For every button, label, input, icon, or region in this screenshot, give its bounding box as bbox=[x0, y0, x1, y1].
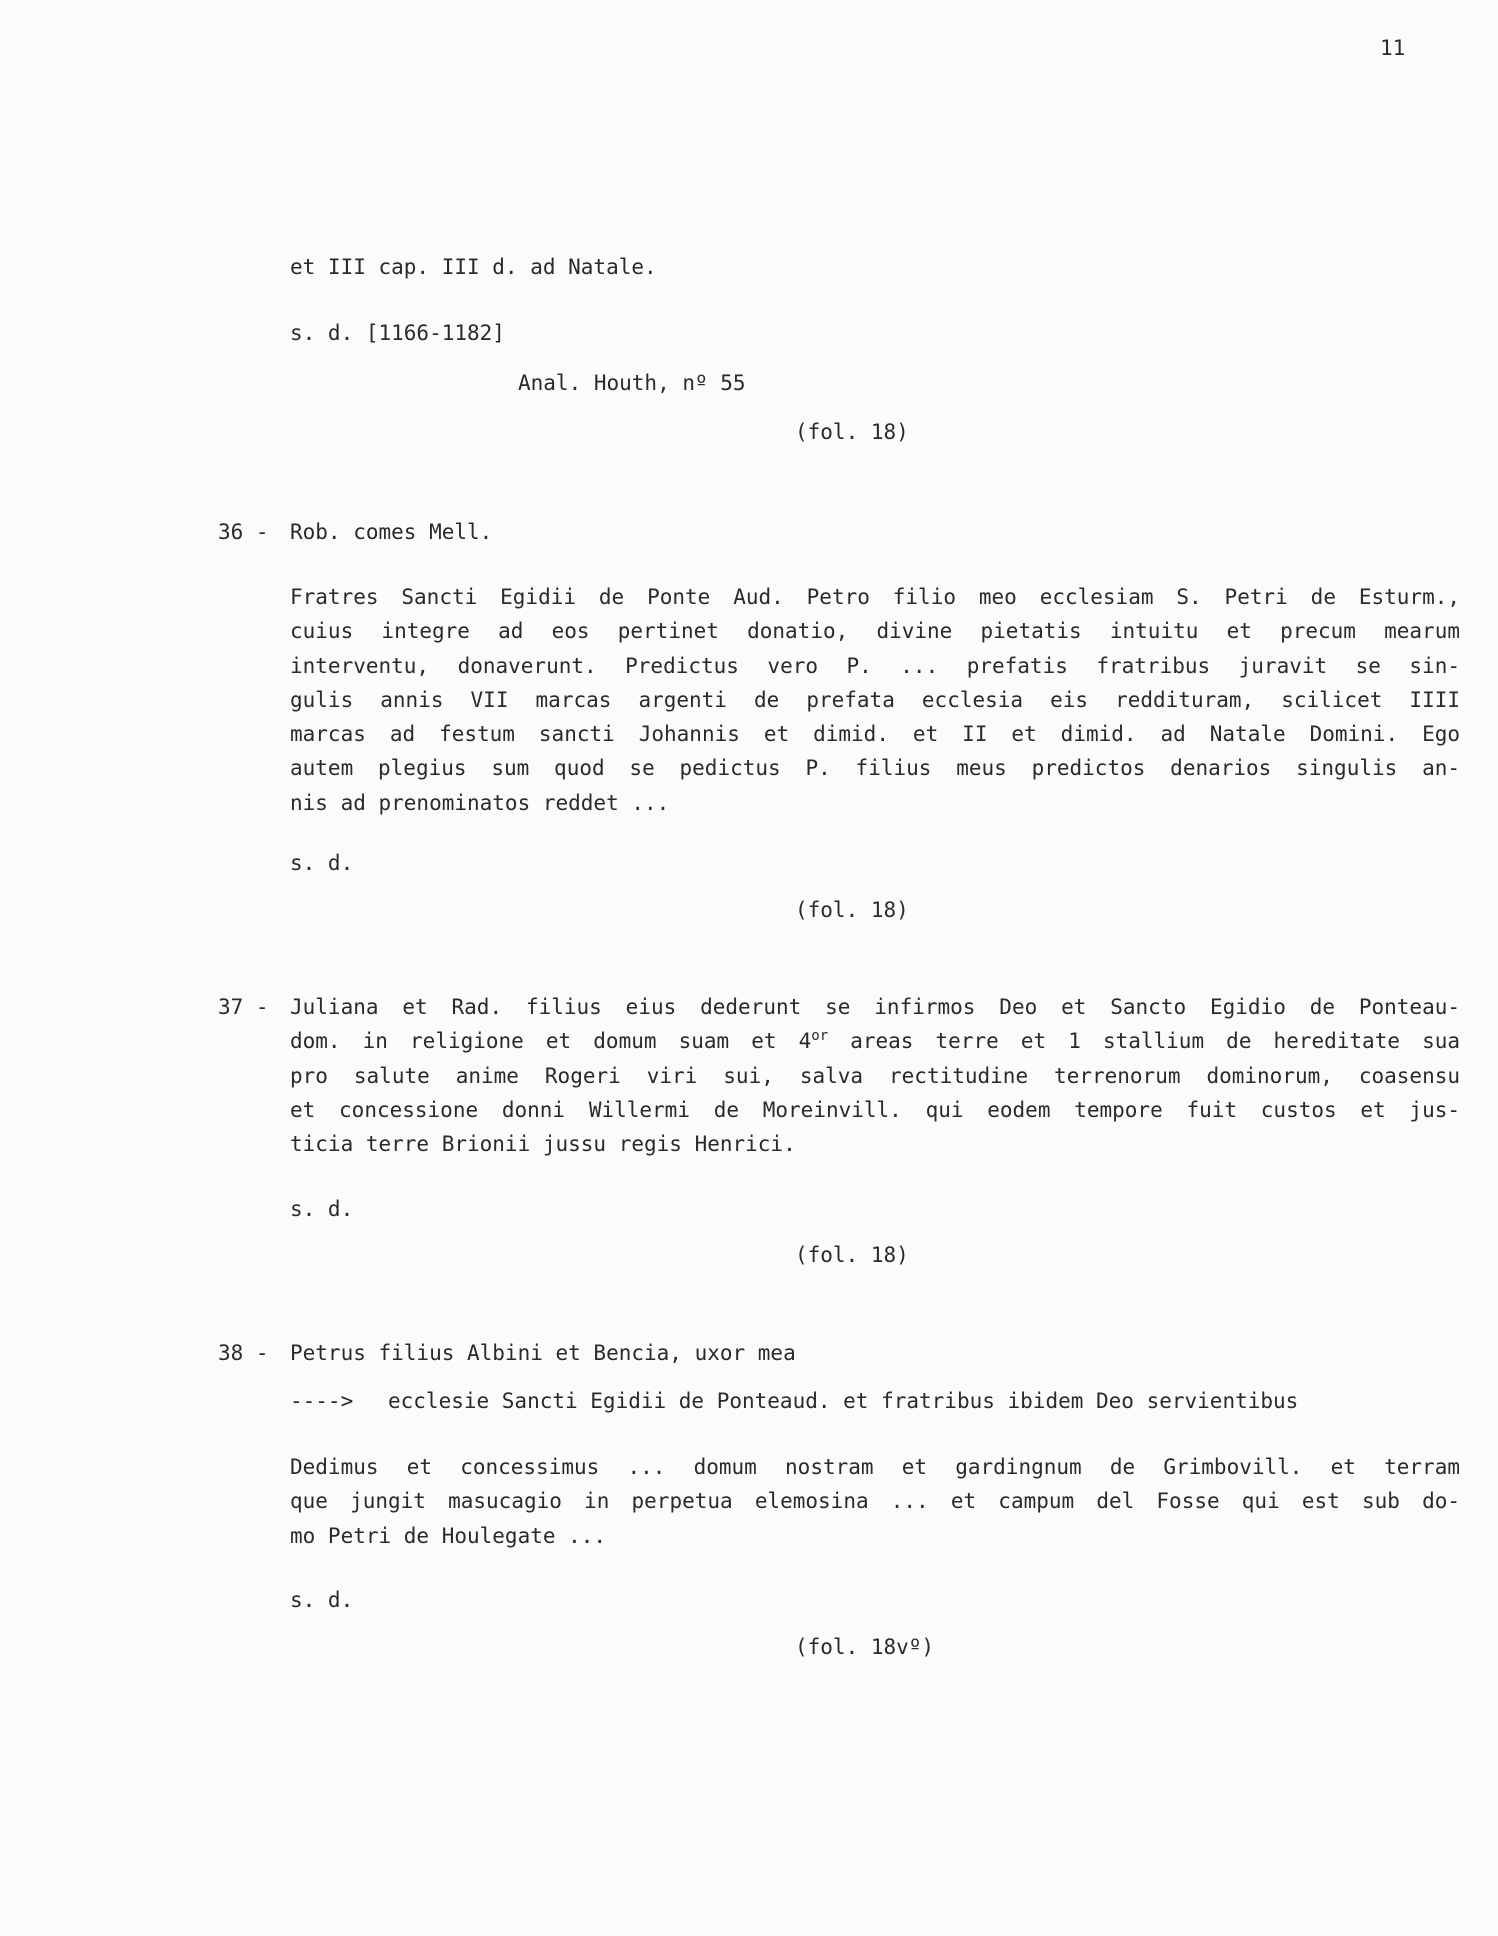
entry-36-line: interventu, donaverunt. Predictus vero P. ... prefatis fratribus juravit se sin- bbox=[290, 653, 1460, 678]
entry-38-text bbox=[290, 1450, 1460, 1553]
entry-37-number: 37 - bbox=[218, 995, 269, 1019]
entry-37-line: et concessione donni Willermi de Moreinvill. qui eodem tempore fuit custos et jus- bbox=[290, 1097, 1460, 1122]
entry-36-line: cuius integre ad eos pertinet donatio, divine pietatis intuitu et precum mearum bbox=[290, 619, 1460, 644]
entry-37-line2-end: areas terre et 1 stallium de hereditate sua bbox=[828, 1029, 1461, 1054]
entry-37-line: pro salute anime Rogeri viri sui, salva rectitudine terrenorum dominorum, coasensu bbox=[290, 1063, 1460, 1088]
entry-38-date: s. d. bbox=[290, 1588, 354, 1612]
superscript-or: or bbox=[811, 1028, 829, 1045]
entry-38-folio: (fol. 18vº) bbox=[795, 1635, 935, 1659]
entry-36-line: gulis annis VII marcas argenti de prefata ecclesia eis reddituram, scilicet IIII bbox=[290, 687, 1460, 712]
page-number: 11 bbox=[1380, 36, 1406, 60]
prev-entry-folio: (fol. 18) bbox=[795, 420, 909, 444]
entry-38-arrow: ----> bbox=[290, 1389, 354, 1413]
entry-37-text bbox=[290, 990, 1460, 1161]
entry-38-number: 38 - bbox=[218, 1341, 269, 1365]
entry-36-folio: (fol. 18) bbox=[795, 898, 909, 922]
entry-38-heading: Petrus filius Albini et Bencia, uxor mea bbox=[290, 1341, 796, 1365]
prev-entry-date: s. d. [1166-1182] bbox=[290, 321, 505, 345]
entry-37-line: ticia terre Brionii jussu regis Henrici. bbox=[290, 1132, 796, 1157]
prev-entry-reference: Anal. Houth, nº 55 bbox=[518, 371, 746, 395]
entry-37-line bbox=[290, 1024, 1460, 1058]
entry-37-line2-start: dom. in religione et domum suam et 4 bbox=[290, 1029, 812, 1054]
entry-36-date: s. d. bbox=[290, 851, 354, 875]
entry-36-text bbox=[290, 580, 1460, 820]
prev-entry-continuation: et III cap. III d. ad Natale. bbox=[290, 255, 657, 279]
entry-38-recipient: ecclesie Sancti Egidii de Ponteaud. et fratribus ibidem Deo servientibus bbox=[388, 1389, 1299, 1413]
entry-36-line: nis ad prenominatos reddet ... bbox=[290, 790, 670, 815]
entry-37-date: s. d. bbox=[290, 1197, 354, 1221]
entry-36-line: Fratres Sancti Egidii de Ponte Aud. Petro filio meo ecclesiam S. Petri de Esturm., bbox=[290, 585, 1460, 609]
entry-36-line: marcas ad festum sancti Johannis et dimid. et II et dimid. ad Natale Domini. Ego bbox=[290, 722, 1460, 747]
entry-36-number: 36 - bbox=[218, 520, 269, 544]
entry-36-heading: Rob. comes Mell. bbox=[290, 520, 493, 544]
entry-37-folio: (fol. 18) bbox=[795, 1243, 909, 1267]
entry-38-line: mo Petri de Houlegate ... bbox=[290, 1523, 607, 1548]
entry-36-line: autem plegius sum quod se pedictus P. filius meus predictos denarios singulis an- bbox=[290, 756, 1460, 781]
entry-37-line: Juliana et Rad. filius eius dederunt se infirmos Deo et Sancto Egidio de Ponteau- bbox=[290, 995, 1460, 1019]
entry-38-line: Dedimus et concessimus ... domum nostram et gardingnum de Grimbovill. et terram bbox=[290, 1455, 1460, 1479]
entry-38-line: que jungit masucagio in perpetua elemosina ... et campum del Fosse qui est sub do- bbox=[290, 1489, 1460, 1514]
